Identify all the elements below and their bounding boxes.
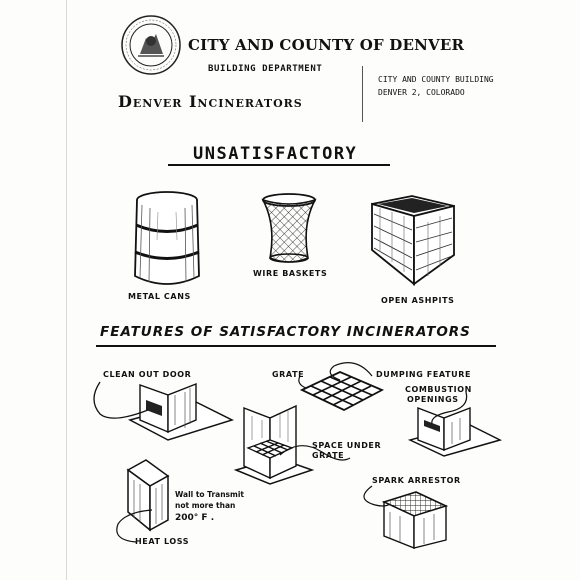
combustion-openings-drawing (410, 408, 500, 456)
wall-note-line-1: Wall to Transmit (175, 490, 244, 499)
address-line-1: CITY AND COUNTY BUILDING (378, 75, 494, 84)
spark-arrestor-label: SPARK ARRESTOR (372, 476, 461, 485)
grate-sub-label: GRATE (312, 451, 345, 460)
org-name: CITY AND COUNTY OF DENVER (188, 36, 465, 54)
address-line-2: DENVER 2, COLORADO (378, 88, 465, 97)
features-heading: FEATURES OF SATISFACTORY INCINERATORS (100, 324, 471, 340)
metal-cans-label: METAL CANS (128, 292, 191, 301)
clean-out-door-drawing (130, 384, 232, 440)
open-ashpit-drawing (372, 196, 454, 284)
space-under-grate-drawing (236, 406, 312, 484)
wire-baskets-label: WIRE BASKETS (253, 269, 328, 278)
openings-label: OPENINGS (407, 395, 459, 404)
spark-arrestor-drawing (384, 492, 446, 548)
heat-loss-label: HEAT LOSS (135, 537, 190, 546)
grate-label: GRATE (272, 370, 305, 379)
space-under-label: SPACE UNDER (312, 441, 382, 450)
open-ashpits-label: OPEN ASHPITS (381, 296, 455, 305)
wall-note-line-2: not more than (175, 501, 236, 510)
subject-title: Denver Incinerators (118, 92, 303, 111)
metal-can-drawing (135, 192, 199, 284)
clean-out-door-label: CLEAN OUT DOOR (103, 370, 192, 379)
features-underline (96, 345, 496, 347)
wall-note-line-3: 200° F . (175, 513, 215, 523)
wire-basket-drawing (263, 194, 315, 262)
combustion-label: COMBUSTION (405, 385, 472, 394)
dumping-feature-label: DUMPING FEATURE (376, 370, 472, 379)
heat-loss-wall-drawing (128, 460, 168, 530)
grate-drawing (302, 372, 382, 410)
department-name: BUILDING DEPARTMENT (208, 64, 323, 74)
unsatisfactory-heading: UNSATISFACTORY (193, 144, 358, 164)
